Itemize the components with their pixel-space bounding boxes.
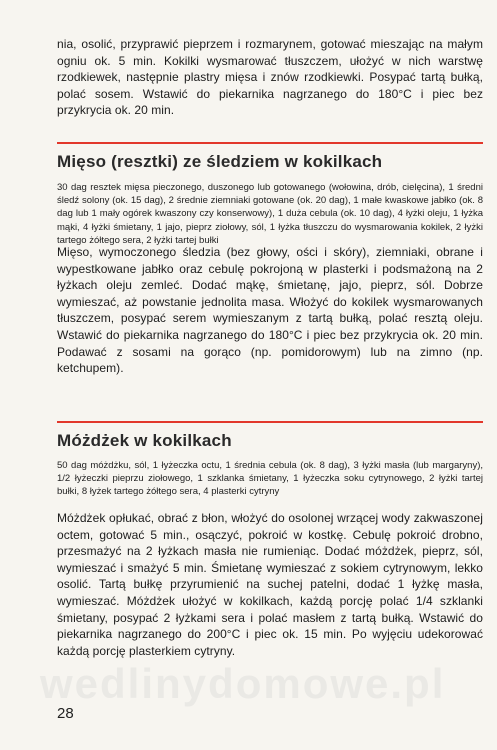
recipe-title-brain: Móżdżek w kokilkach <box>57 431 232 450</box>
page-number: 28 <box>57 705 74 722</box>
recipe-ingredients-meat-herring: 30 dag resztek mięsa pieczonego, duszonego lub gotowanego (wołowina, drób, cielęcina), 1 średni śledź solony (ok. 15 dag), 2 średnie ziemniaki gotowane (ok. 20 dag), 1 małe kwaskowe jabłko (ok. 8 dag lub 1 mały ogórek kwaszony czy konserwowy), 1 duża cebula (ok. 10 dag), 4 łyżki oleju, 1 łyżka mąki, 4 łyżki śmietany, 1 jajo, pieprz ziołowy, sól, 1 łyżka tłuszczu do wysmarowania kokilek, 2 łyżki tartego żółtego sera, 2 łyżki tartej bułki <box>57 182 483 246</box>
recipe-method-brain: Móżdżek opłukać, obrać z błon, włożyć do osolonej wrzącej wody zakwaszonej octem, gotować 5 min., osączyć, pokroić w kostkę. Cebulę pokroić drobno, przesmażyć na 2 łyżkach masła nie rumieniąc. Dodać móżdżek, pieprz, sól, wymieszać i smażyć 5 min. Śmietanę wymieszać z sokiem cytrynowym, lekko osolić. Tartą bułkę przyrumienić na suchej patelni, dodać 1 łyżkę masła, wymieszać. Móżdżek ułożyć w kokilkach, każdą porcję polać 1/4 szklanki śmietany, posypać 2 łyżkami sera i polać masłem z tartą bułką. Wstawić do piekarnika nagrzanego do 200°C i piec ok. 15 min. Po wyjęciu udekorować każdą porcję plasterkiem cytryny. <box>57 511 483 658</box>
recipe-ingredients-brain: 50 dag móżdżku, sól, 1 łyżeczka octu, 1 średnia cebula (ok. 8 dag), 3 łyżki masła (lub margaryny), 1/2 łyżeczki pieprzu ziołowego, 1 szklanka śmietany, 1 łyżeczka soku cytrynowego, 2 łyżki tartej bułki, 8 łyżek tartego żółtego sera, 4 plasterki cytryny <box>57 460 483 498</box>
section-divider-1 <box>57 142 483 144</box>
recipe-method-meat-herring: Mięso, wymoczonego śledzia (bez głowy, ości i skóry), ziemniaki, obrane i wypestkowane jabłko oraz cebulę pokrojoną w plasterki i podsmażoną na 2 łyżkach oleju zemleć. Dodać mąkę, śmietanę, jajo, pieprz, sól. Dobrze wymieszać, aż powstanie jednolita masa. Włożyć do kokilek wysmarowanych tłuszczem, posypać serem wymieszanym z tartą bułką, polać resztą oleju. Wstawić do piekarnika nagrzanego do 180°C i piec bez przykrycia ok. 20 min. Podawać z sosami na gorąco (np. pomidorowym) lub na zimno (np. ketchupem). <box>57 245 483 376</box>
section-divider-2 <box>57 421 483 423</box>
intro-paragraph: nia, osolić, przyprawić pieprzem i rozmarynem, gotować mieszając na małym ogniu ok. 5 min. Kokilki wysmarować tłuszczem, ułożyć w nich warstwę rzodkiewek, następnie plastry mięsa i znów rzodkiewki. Posypać tartą bułką, polać sosem. Wstawić do piekarnika nagrzanego do 180°C i piec bez przykrycia ok. 20 min. <box>57 37 483 118</box>
watermark-text: wedlinydomowe.pl <box>40 660 446 707</box>
recipe-title-meat-herring: Mięso (resztki) ze śledziem w kokilkach <box>57 152 383 171</box>
